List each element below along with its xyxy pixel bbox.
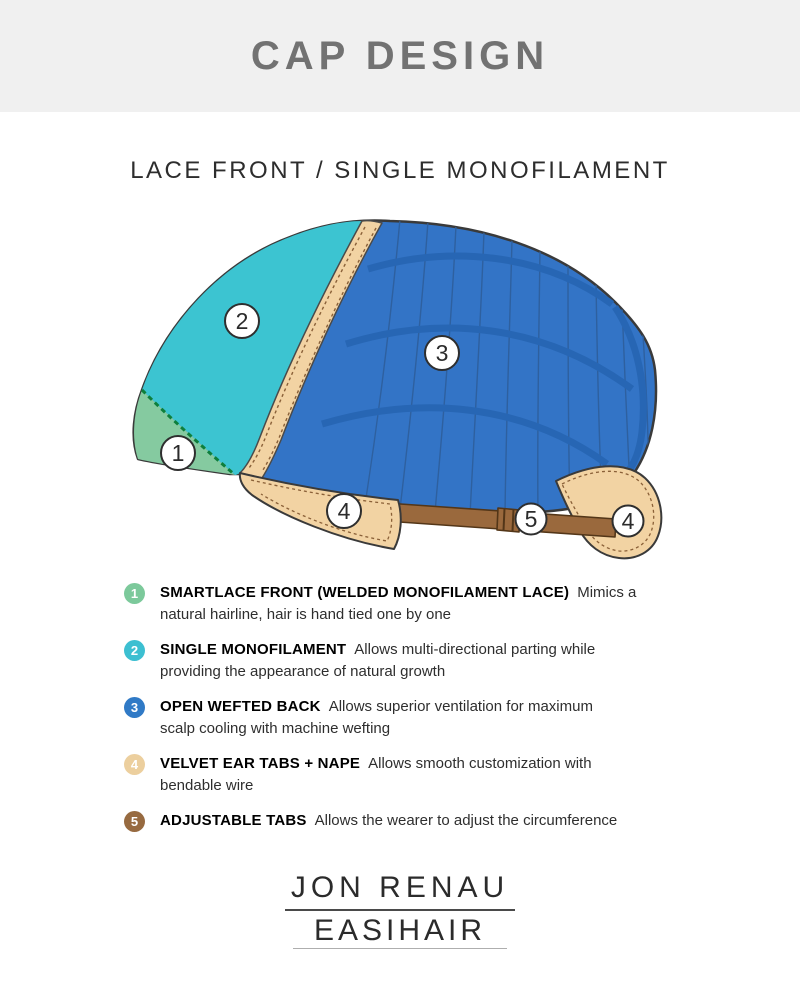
svg-text:2: 2 <box>235 308 249 334</box>
legend-title-4: VELVET EAR TABS + NAPE <box>160 755 361 772</box>
cap-diagram <box>110 207 710 572</box>
svg-text:1: 1 <box>171 440 185 466</box>
legend-bullet-1: 1 <box>124 583 145 604</box>
svg-text:3: 3 <box>435 340 449 366</box>
callout-1 <box>161 436 195 470</box>
legend-title-3: OPEN WEFTED BACK <box>160 698 321 715</box>
legend-bullet-5: 5 <box>124 811 145 832</box>
logo-divider <box>285 909 515 911</box>
cap-style-subtitle: LACE FRONT / SINGLE MONOFILAMENT <box>130 157 670 184</box>
svg-text:4: 4 <box>337 498 351 524</box>
callout-5 <box>516 504 547 535</box>
legend <box>124 582 744 832</box>
legend-title-1: SMARTLACE FRONT (WELDED MONOFILAMENT LACE) <box>160 584 570 601</box>
brand-name-easihair: EASIHAIR <box>313 914 487 947</box>
cap-illustration <box>110 207 710 572</box>
brand-name-jon-renau: JON RENAU <box>290 871 510 904</box>
legend-desc-5: Allows the wearer to adjust the circumference <box>314 812 618 829</box>
legend-desc-1: Mimics a natural hairline, hair is hand tied one by one <box>160 584 637 623</box>
legend-bullet-4: 4 <box>124 754 145 775</box>
legend-item-5 <box>124 810 744 832</box>
page-title: CAP DESIGN <box>250 33 550 78</box>
header-band <box>0 0 800 112</box>
callout-3 <box>425 336 459 370</box>
legend-desc-3: Allows superior ventilation for maximum scalp cooling with machine wefting <box>160 698 593 737</box>
legend-bullet-3: 3 <box>124 697 145 718</box>
legend-bullet-2: 2 <box>124 640 145 661</box>
legend-item-3 <box>124 696 744 740</box>
legend-item-4 <box>124 753 744 797</box>
nape-tab <box>556 466 661 558</box>
svg-text:5: 5 <box>524 506 538 532</box>
legend-title-5: ADJUSTABLE TABS <box>160 812 307 829</box>
legend-item-1 <box>124 582 744 626</box>
legend-item-2 <box>124 639 744 683</box>
callout-4-nape <box>613 506 644 537</box>
legend-desc-4: Allows smooth customization with bendable wire <box>160 755 592 794</box>
brand-logo <box>0 871 800 949</box>
svg-text:4: 4 <box>621 508 635 534</box>
logo-underline <box>293 948 507 949</box>
legend-desc-2: Allows multi-directional parting while providing the appearance of natural growth <box>160 641 596 680</box>
callout-4-ear <box>327 494 361 528</box>
callout-2 <box>225 304 259 338</box>
legend-title-2: SINGLE MONOFILAMENT <box>160 641 347 658</box>
